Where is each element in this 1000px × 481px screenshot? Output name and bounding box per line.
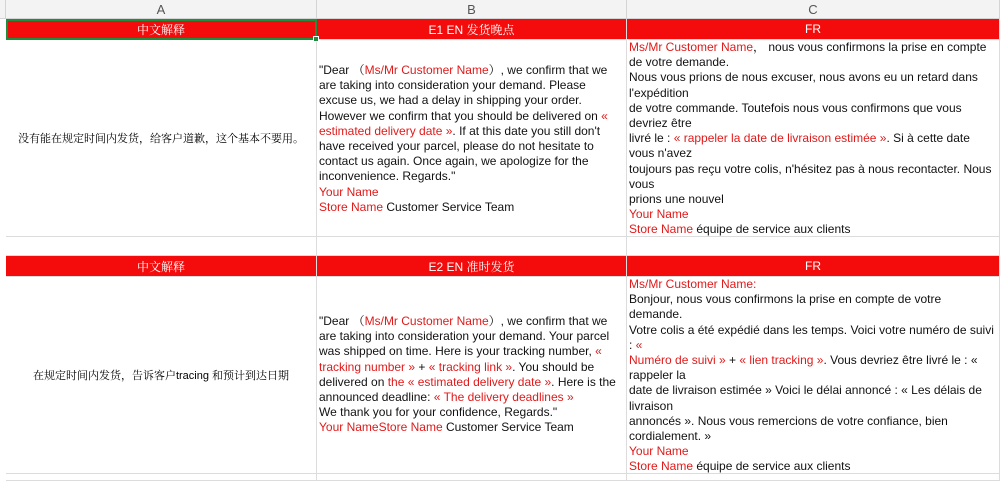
cell-a5-chinese[interactable]	[6, 277, 317, 474]
column-header-b[interactable]: B	[317, 0, 627, 19]
placeholder-your-name: Your Name	[319, 420, 379, 435]
cell-c3-empty[interactable]	[627, 237, 1000, 256]
placeholder-tracking-link: « lien tracking »	[739, 353, 824, 368]
french-line-6: prions une nouvel	[629, 192, 724, 207]
placeholder-delivery-deadlines: « The delivery deadlines »	[433, 390, 574, 405]
english-closing: We thank you for your confidence, Regards."	[319, 405, 558, 420]
french-line-5: toujours pas reçu votre colis, n'hésitez pas à nous recontacter. Nous vous	[629, 161, 992, 191]
cell-b2-english[interactable]	[317, 40, 627, 237]
placeholder-your-name: Your Name	[319, 184, 379, 199]
column-header-c[interactable]: C	[627, 0, 1000, 19]
placeholder-delivery-date: « estimated delivery date »	[319, 108, 608, 138]
chinese-explanation: 没有能在规定时间内发货，给客户道歉，这个基本不要用。	[18, 133, 304, 145]
signature-line: Store Name Customer Service Team	[319, 199, 515, 214]
french-line-3: de votre commande. Toutefois nous vous confirmons que vous devriez être	[629, 100, 962, 131]
cell-a2-chinese[interactable]	[6, 40, 317, 237]
signature-line: Store Name équipe de service aux clients	[629, 459, 851, 474]
french-line-5: date de livraison estimée » Voici le délai annoncé : « Les délais de livraison	[629, 383, 982, 413]
placeholder-your-name: Your Name	[629, 207, 689, 222]
cell-b1-header[interactable]: E1 EN 发货晚点	[317, 19, 627, 40]
cell-b5-english[interactable]	[317, 277, 627, 474]
french-line-3: Votre colis a été expédié dans les temps. Voici votre numéro de suivi : «	[629, 322, 994, 352]
cell-c1-header[interactable]: FR	[627, 19, 1000, 40]
cell-b4-header[interactable]: E2 EN 准时发货	[317, 256, 627, 277]
cell-c2-french[interactable]	[627, 40, 1000, 237]
placeholder-delivery-date: the « estimated delivery date »	[387, 374, 552, 389]
cell-c4-header[interactable]: FR	[627, 256, 1000, 277]
cell-c5-french[interactable]	[627, 277, 1000, 474]
placeholder-tracking-number: « tracking number »	[319, 344, 602, 374]
cell-c6-empty[interactable]	[627, 474, 1000, 481]
cell-a1-header[interactable]: 中文解释	[6, 19, 317, 40]
french-line-6: annoncés ». Nous vous remercions de votre confiance, bien cordialement. »	[629, 413, 948, 444]
french-line-4: Numéro de suivi » + « lien tracking ». Vous devriez être livré le : « rappeler la	[629, 353, 978, 383]
placeholder-store-name: Store Name	[629, 222, 694, 237]
cell-b3-empty[interactable]	[317, 237, 627, 256]
placeholder-store-name: Store Name	[319, 199, 384, 214]
french-line-4: livré le : « rappeler la date de livraison estimée ». Si à cette date vous n'avez	[629, 131, 970, 161]
english-message: "Dear （Ms/Mr Customer Name）, we confirm that we are taking into consideration your demand. Please excuse us, we had a delay in shipping your order. However we confirm that you should be delivered on « estimated delivery date ». If at this date you still don't have received your parcel, please do not hesitate to contact us again. Once again, we apologize for the inconvenience. Regards."	[319, 63, 608, 184]
placeholder-customer-name: Ms/Mr Customer Name	[629, 40, 754, 54]
placeholder-tracking-link: « tracking link »	[428, 359, 513, 374]
placeholder-your-name: Your Name	[629, 444, 689, 459]
cell-a3-empty[interactable]	[6, 237, 317, 256]
cell-a4-header[interactable]: 中文解释	[6, 256, 317, 277]
cell-a6-empty[interactable]	[6, 474, 317, 481]
placeholder-delivery-date: « rappeler la date de livraison estimée »	[673, 131, 887, 146]
placeholder-customer-name: Ms/Mr Customer Name:	[629, 277, 757, 291]
signature-line: Your NameStore Name Customer Service Team	[319, 420, 574, 435]
french-line-2: Nous vous prions de nous excuser, nous avons eu un retard dans l'expédition	[629, 70, 978, 100]
signature-line: Store Name équipe de service aux clients	[629, 222, 851, 237]
chinese-explanation: 在规定时间内发货，告诉客户tracing 和预计到达日期	[32, 370, 290, 382]
french-line-2: Bonjour, nous vous confirmons la prise en compte de votre demande.	[629, 292, 942, 322]
fill-handle[interactable]	[313, 36, 319, 42]
cell-b6-empty[interactable]	[317, 474, 627, 481]
placeholder-tracking-number: Numéro de suivi »	[629, 353, 726, 368]
column-header-a[interactable]: A	[6, 0, 317, 19]
placeholder-customer-name: Ms/Mr Customer Name	[364, 63, 489, 77]
placeholder-store-name: Store Name	[378, 420, 443, 435]
french-line-1: Ms/Mr Customer Name， nous vous confirmons la prise en compte de votre demande.	[629, 40, 987, 70]
english-message: "Dear （Ms/Mr Customer Name）, we confirm that we are taking into consideration your demand. Your parcel was shipped on time. Here is your tracking number, « tracking number » + « tracking link ». You should be delivered on the « estimated delivery date ». Here is the announced deadline: « The delivery deadlines »	[319, 314, 616, 405]
placeholder-store-name: Store Name	[629, 459, 694, 474]
placeholder-customer-name: Ms/Mr Customer Name	[364, 314, 489, 328]
